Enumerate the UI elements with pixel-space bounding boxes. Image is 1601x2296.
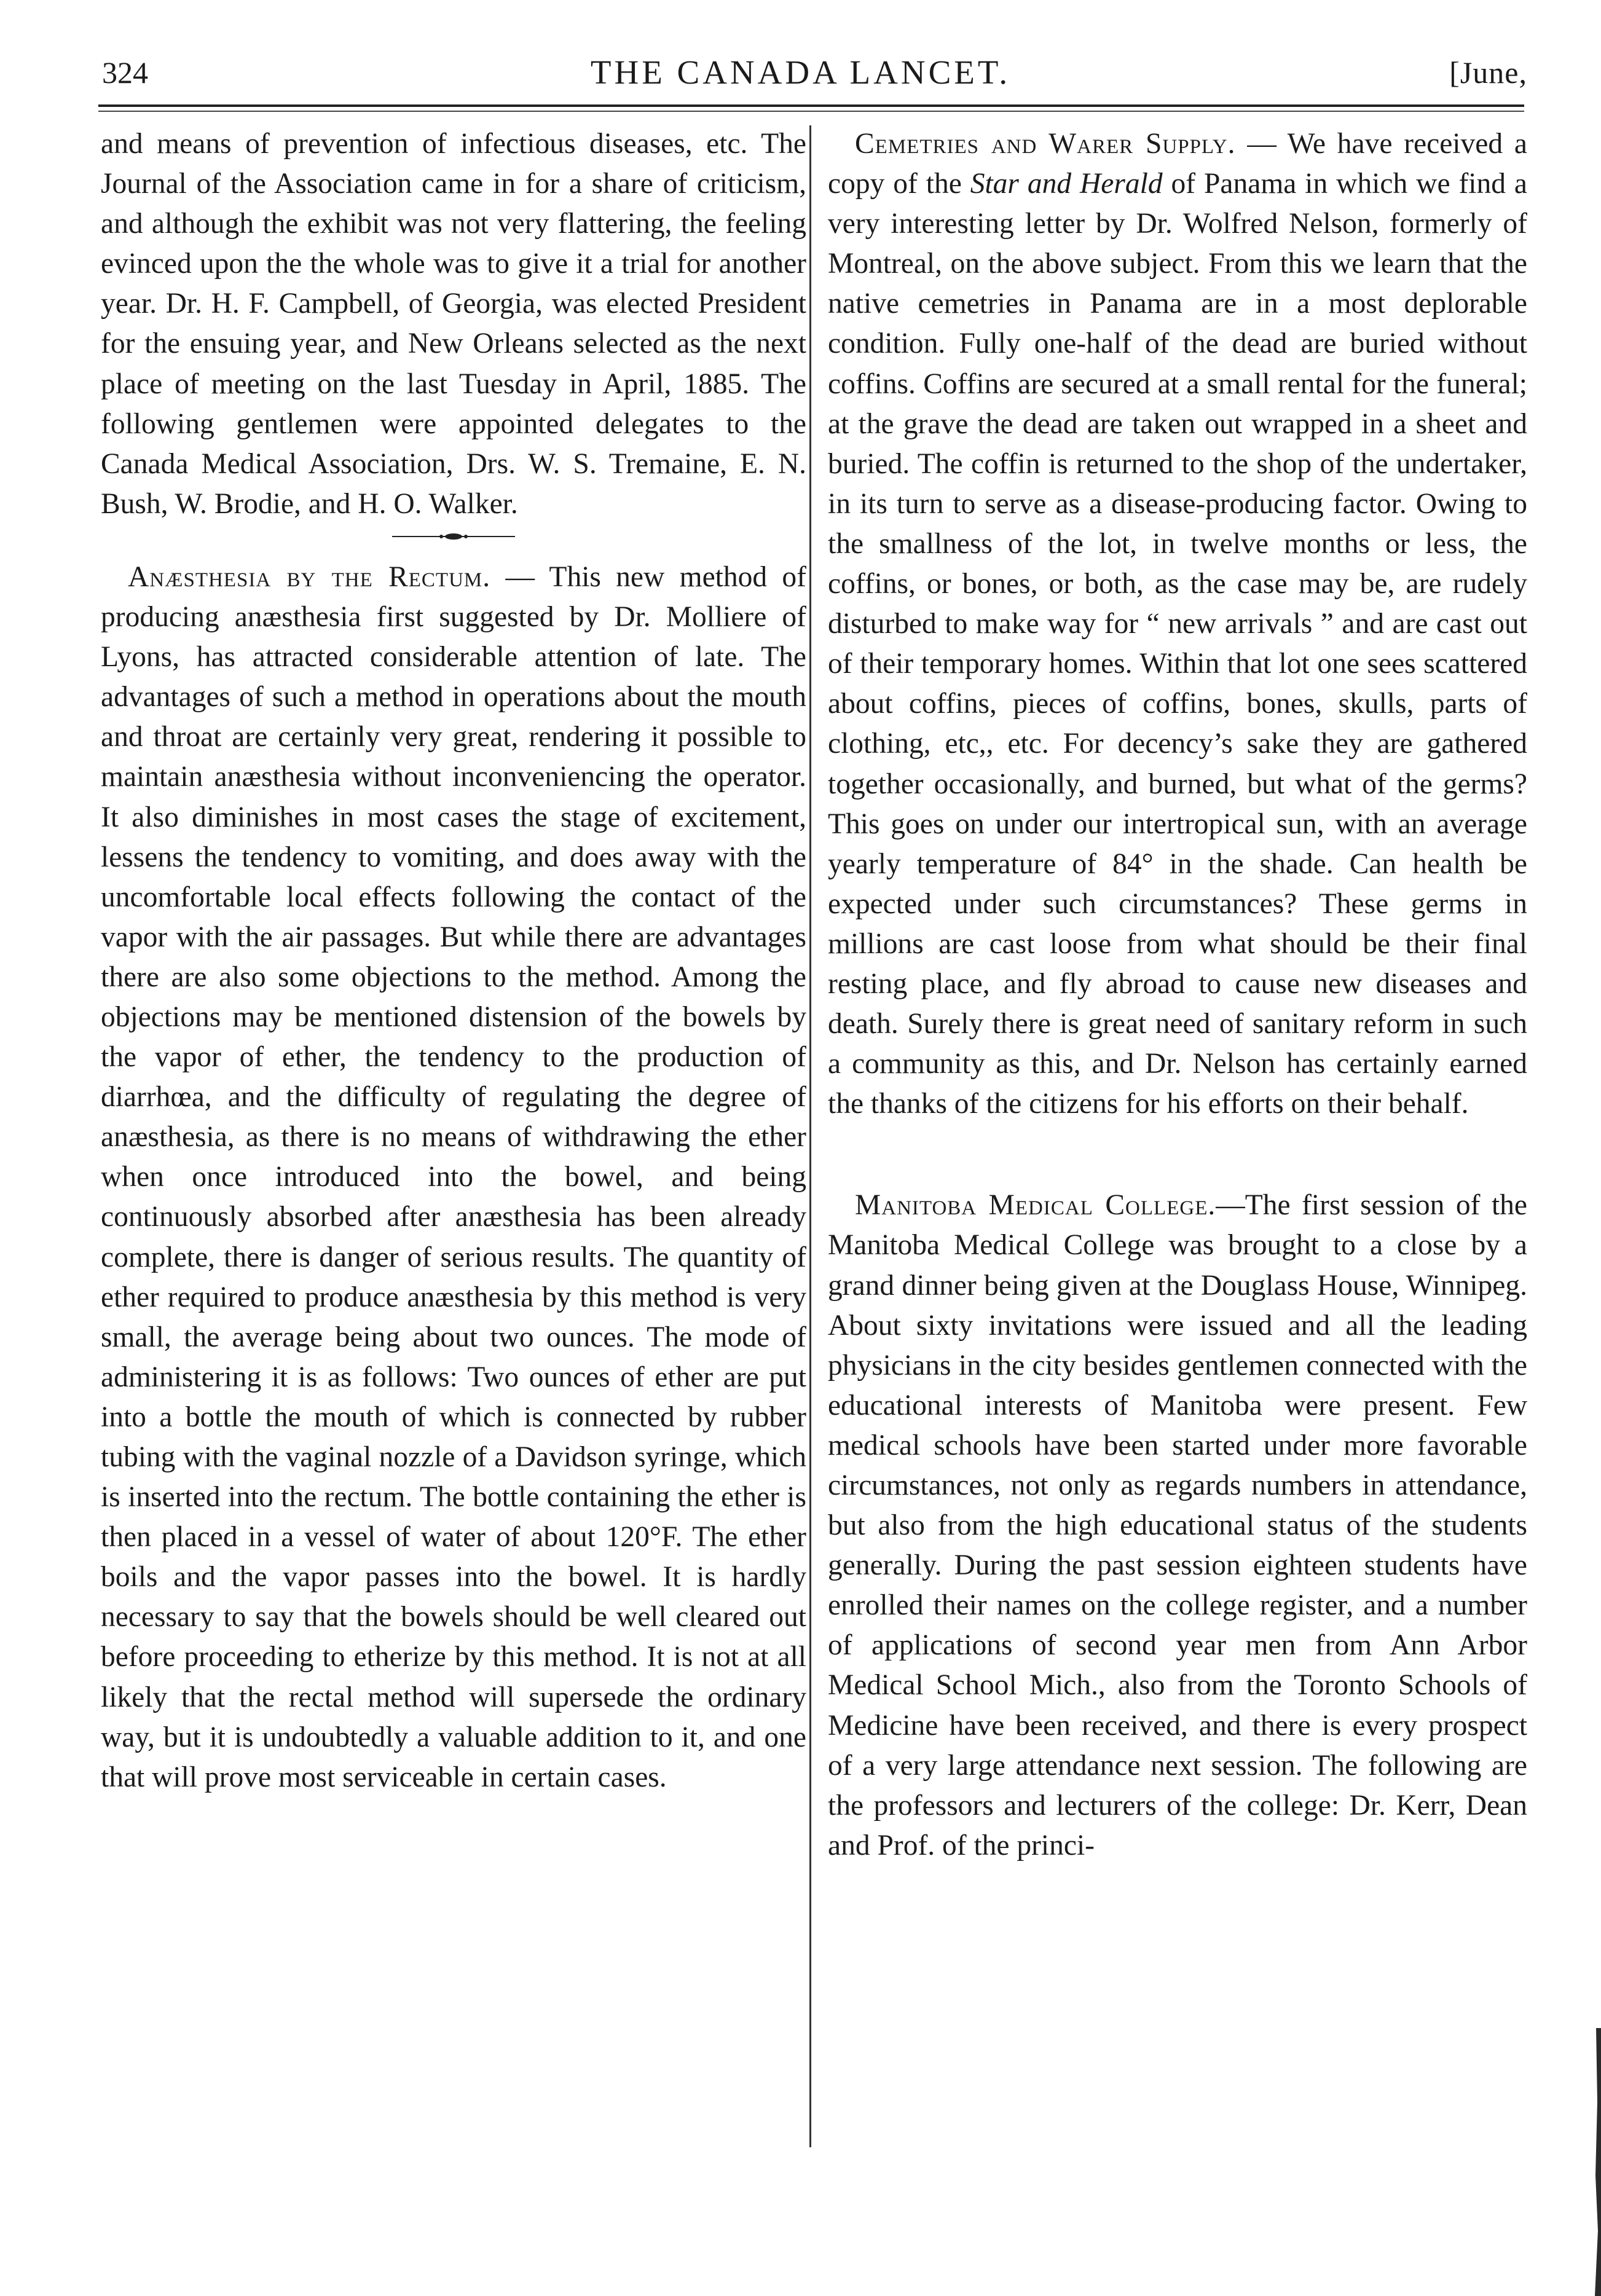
anaesthesia-article	[101, 557, 806, 1798]
cemetries-heading: Cemetries and Warer Supply.	[855, 128, 1236, 160]
left-column	[101, 124, 806, 1798]
continuation-paragraph: and means of prevention of infectious diseases, etc. The Journal of the Association came in for a share of criticism, and although the exhibit was not very flattering, the feeling evinced upon the the whole was to give it a trial for another year. Dr. H. F. Campbell, of Georgia, was elected President for the ensuing year, and New Orleans selected as the next place of meeting on the last Tuesday in April, 1885. The following gentlemen were appointed delegates to the Canada Medical Association, Drs. W. S. Tremaine, E. N. Bush, W. Brodie, and H. O. Walker.	[101, 128, 806, 520]
newspaper-title: Star and Herald	[970, 168, 1163, 200]
page-binding-edge	[1587, 2028, 1601, 2296]
page-number: 324	[102, 55, 148, 90]
cemetries-body-start: — We have received a copy of the	[828, 128, 1527, 200]
cemetries-article	[828, 124, 1527, 1124]
header-rule-thin	[98, 111, 1524, 112]
manitoba-heading: Manitoba Medical College.	[855, 1189, 1216, 1222]
cemetries-body: of Panama in which we find a very interesting letter by Dr. Wolfred Nelson, formerly of Montreal, on the above subject. From this we learn that the native cemetries in Panama are in a most deplorable condition. Fully one-half of the dead are buried without coffins. Coffins are secured at a small rental for the funeral; at the grave the dead are taken out wrapped in a sheet and buried. The coffin is returned to the shop of the undertaker, in its turn to serve as a disease-producing factor. Owing to the smallness of the lot, in twelve months or less, the coffins, or bones, or both, as the case may be, are rudely disturbed to make way for “ new arrivals ” and are cast out of their temporary homes. Within that lot one sees scattered about coffins, pieces of coffins, bones, skulls, parts of clothing, etc,, etc. For decency’s sake they are gathered together occasionally, and burned, but what of the germs? This goes on under our intertropical sun, with an average yearly temperature of 84° in the shade. Can health be expected under such circumstances? These germs in millions are cast loose from what should be their final resting place, and fly abroad to cause new diseases and death. Surely there is great need of sanitary reform in such a community as this, and Dr. Nelson has certainly earned the thanks of the citizens for his efforts on their behalf.	[828, 168, 1528, 1120]
manitoba-article	[828, 1185, 1527, 1866]
running-title: THE CANADA LANCET.	[590, 53, 1011, 91]
manitoba-body: —The first session of the Manitoba Medical College was brought to a close by a grand dinner being given at the Douglass House, Winnipeg. About sixty invitations were issued and all the leading physicians in the city besides gentlemen connected with the educational interests of Manitoba were present. Few medical schools have been started under more favorable circumstances, not only as regards numbers in attendance, but also from the high educational status of the students generally. During the past session eighteen students have enrolled their names on the college register, and a number of applications of second year men from Ann Arbor Medical School Mich., also from the Toronto Schools of Medicine have been received, and there is every prospect of a very large attendance next session. The following are the professors and lecturers of the college: Dr. Kerr, Dean and Prof. of the princi-	[828, 1189, 1528, 1862]
section-ornament	[101, 530, 806, 543]
anaesthesia-heading: Anæsthesia by the Rectum.	[128, 560, 491, 593]
anaesthesia-body: — This new method of producing anæsthesia first suggested by Dr. Molliere of Lyons, has attracted considerable attention of late. The advantages of such a method in operations about the mouth and throat are certainly very great, rendering it possible to maintain anæsthesia without inconveniencing the operator. It also diminishes in most cases the stage of excitement, lessens the tendency to vomiting, and does away with the uncomfortable local effects following the contact of the vapor with the air passages. But while there are advantages there are also some objections to the method. Among the objections may be mentioned distension of the bowels by the vapor of ether, the tendency to the production of diarrhœa, and the difficulty of regulating the degree of anæsthesia, as there is no means of withdrawing the ether when once introduced into the bowel, and being continuously absorbed after anæsthesia has been already complete, there is danger of serious results. The quantity of ether required to produce anæsthesia by this method is very small, the average being about two ounces. The mode of administering it is as follows: Two ounces of ether are put into a bottle the mouth of which is connected by rubber tubing with the vaginal nozzle of a Davidson syringe, which is inserted into the rectum. The bottle containing the ether is then placed in a vessel of water of about 120°F. The ether boils and the vapor passes into the bowel. It is hardly necessary to say that the bowels should be well cleared out before proceeding to etherize by this method. It is not at all likely that the rectal method will supersede the ordinary way, but it is undoubtedly a valuable addition to it, and one that will prove most serviceable in certain cases.	[101, 560, 806, 1793]
issue-month: [June,	[1449, 55, 1527, 90]
right-column	[828, 124, 1527, 1866]
header-rule	[98, 104, 1524, 107]
column-divider	[809, 125, 811, 2147]
ornament-rule-icon	[392, 530, 515, 543]
